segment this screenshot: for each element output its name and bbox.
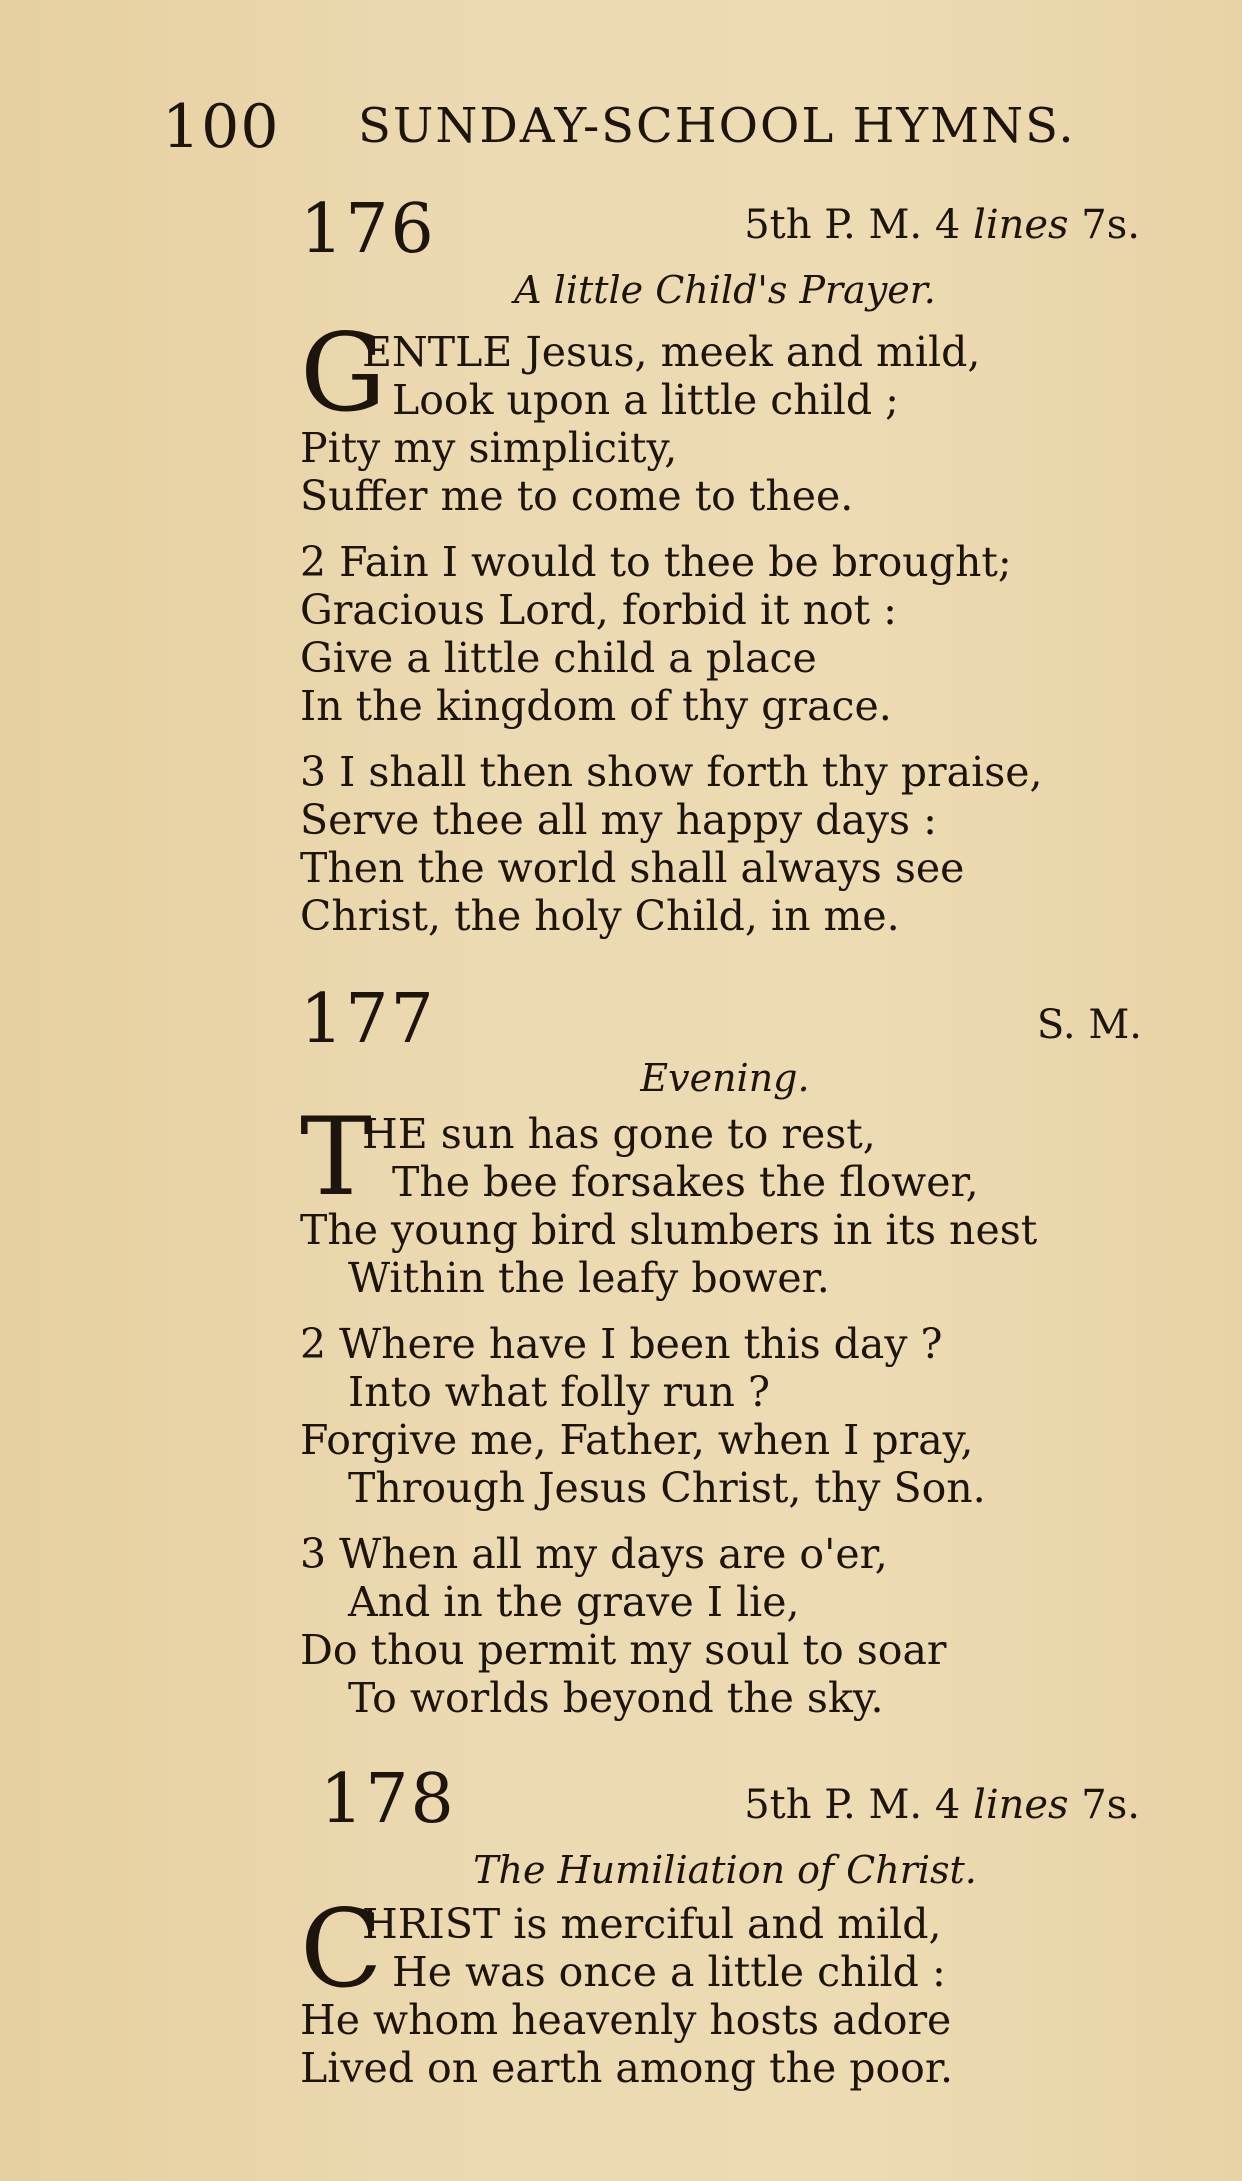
verse-line: He was once a little child : [392,1948,946,1996]
verse-line: Give a little child a place [300,634,817,682]
hymn-subtitle: The Humiliation of Christ. [473,1848,977,1892]
verse-line: And in the grave I lie, [348,1578,800,1626]
running-title: SUNDAY-SCHOOL HYMNS. [358,98,1076,154]
verse-line: Suffer me to come to thee. [300,472,854,520]
verse-line: Gracious Lord, forbid it not : [300,586,897,634]
verse-line: Do thou permit my soul to soar [300,1626,947,1674]
verse-line: 2 Fain I would to thee be brought; [300,538,1012,586]
verse-line: Christ, the holy Child, in me. [300,892,900,940]
page-number: 100 [162,92,280,162]
verse-line: HRIST is merciful and mild, [362,1900,942,1948]
hymn-subtitle: A little Child's Prayer. [514,268,936,312]
verse-line: Within the leafy bower. [348,1254,830,1302]
verse-line: 3 I shall then show forth thy praise, [300,748,1043,796]
page-header [162,92,1076,162]
hymn-subtitle: Evening. [640,1056,810,1100]
verse-line: Forgive me, Father, when I pray, [300,1416,974,1464]
verse-line: 3 When all my days are o'er, [300,1530,888,1578]
hymn-number: 177 [300,980,436,1059]
verse-line: Look upon a little child ; [392,376,899,424]
verse-line: Serve thee all my happy days : [300,796,937,844]
verse-line: Through Jesus Christ, thy Son. [348,1464,986,1512]
verse-line: Pity my simplicity, [300,424,678,472]
verse-line: He whom heavenly hosts adore [300,1996,952,2044]
drop-cap: C [300,1887,383,2012]
verse-line: In the kingdom of thy grace. [300,682,892,730]
drop-cap: T [300,1095,373,1220]
hymn-meter: 5th P. M. 4 lines 7s. [744,1782,1140,1828]
verse-line: Into what folly run ? [348,1368,770,1416]
verse-line: The bee forsakes the flower, [392,1158,979,1206]
verse-line: HE sun has gone to rest, [362,1110,876,1158]
verse-line: ENTLE Jesus, meek and mild, [362,328,981,376]
drop-cap: G [300,311,387,436]
hymn-meter: 5th P. M. 4 lines 7s. [744,202,1140,248]
verse-line: 2 Where have I been this day ? [300,1320,943,1368]
verse-line: To worlds beyond the sky. [348,1674,884,1722]
hymn-meter: S. M. [1036,1002,1142,1048]
verse-line: Lived on earth among the poor. [300,2044,953,2092]
hymn-number: 176 [300,190,436,269]
verse-line: Then the world shall always see [300,844,965,892]
hymn-number: 178 [320,1760,456,1839]
verse-line: The young bird slumbers in its nest [300,1206,1038,1254]
